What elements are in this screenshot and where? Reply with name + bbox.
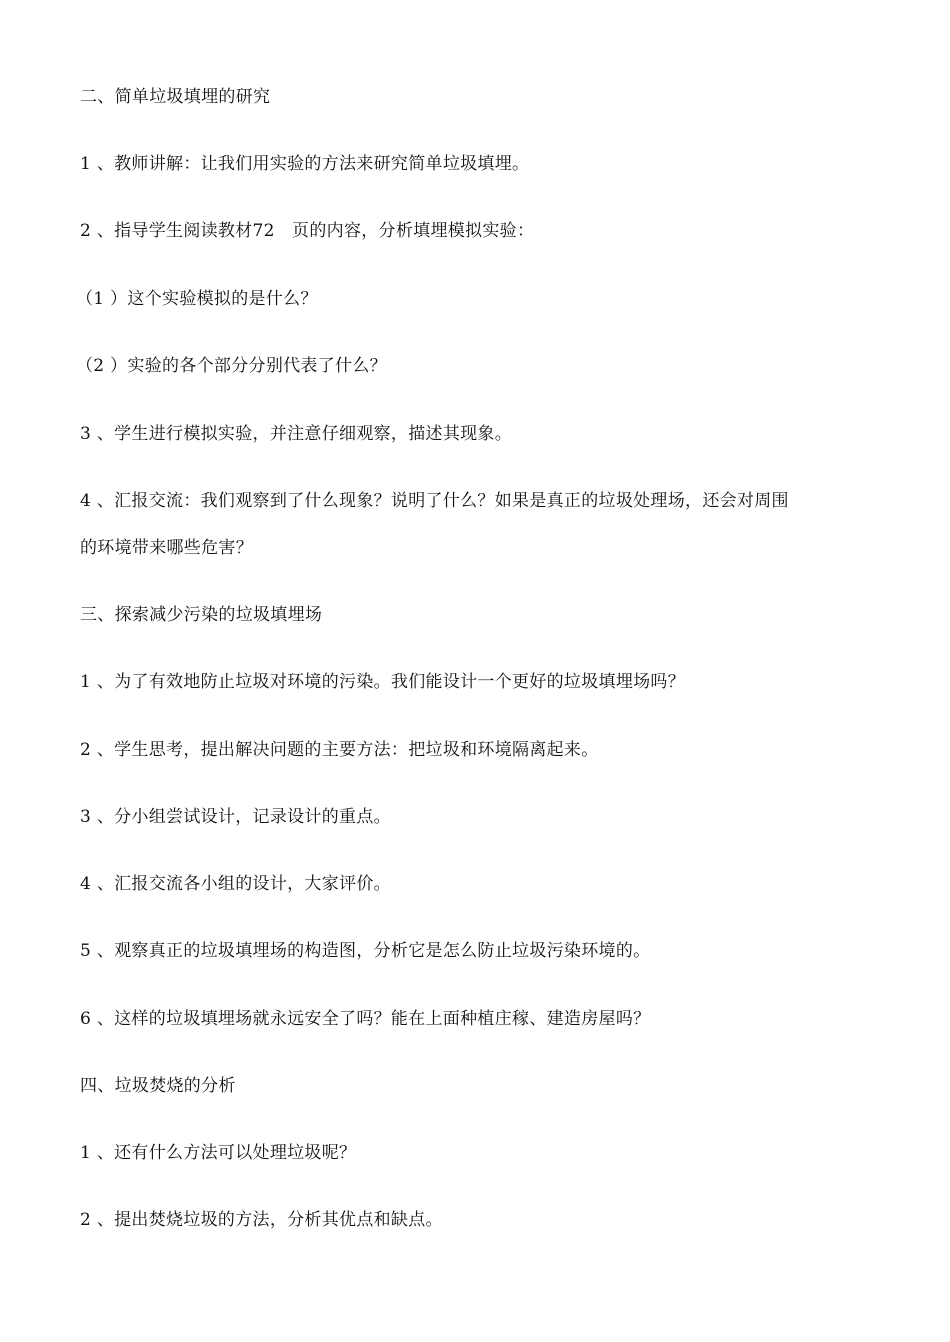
paragraph: （1 ）这个实验模拟的是什么？ — [76, 289, 318, 309]
paragraph: 1 、教师讲解：让我们用实验的方法来研究简单垃圾填埋。 — [80, 154, 530, 174]
paragraph: 4 、汇报交流各小组的设计，大家评价。 — [80, 874, 391, 894]
paragraph-continuation: 的环境带来哪些危害？ — [80, 538, 253, 558]
paragraph: 3 、学生进行模拟实验，并注意仔细观察，描述其现象。 — [80, 424, 513, 444]
paragraph: 3 、分小组尝试设计，记录设计的重点。 — [80, 807, 391, 827]
paragraph: 2 、指导学生阅读教材72 页的内容，分析填埋模拟实验： — [80, 221, 535, 241]
paragraph: 1 、为了有效地防止垃圾对环境的污染。我们能设计一个更好的垃圾填埋场吗？ — [80, 672, 686, 692]
paragraph: 2 、提出焚烧垃圾的方法，分析其优点和缺点。 — [80, 1210, 443, 1230]
paragraph: 6 、这样的垃圾填埋场就永远安全了吗？能在上面种植庄稼、建造房屋吗？ — [80, 1009, 651, 1029]
section-heading-landfill-research: 二、简单垃圾填埋的研究 — [80, 87, 271, 107]
paragraph: 4 、汇报交流：我们观察到了什么现象？说明了什么？如果是真正的垃圾处理场，还会对周围 — [80, 491, 789, 511]
paragraph: 2 、学生思考，提出解决问题的主要方法：把垃圾和环境隔离起来。 — [80, 740, 599, 760]
section-heading-incineration: 四、垃圾焚烧的分析 — [80, 1076, 236, 1096]
paragraph: 5 、观察真正的垃圾填埋场的构造图，分析它是怎么防止垃圾污染环境的。 — [80, 941, 651, 961]
paragraph: 1 、还有什么方法可以处理垃圾呢？ — [80, 1143, 357, 1163]
paragraph: （2 ）实验的各个部分分别代表了什么？ — [76, 356, 387, 376]
section-heading-reduce-pollution: 三、探索减少污染的垃圾填埋场 — [80, 605, 323, 625]
